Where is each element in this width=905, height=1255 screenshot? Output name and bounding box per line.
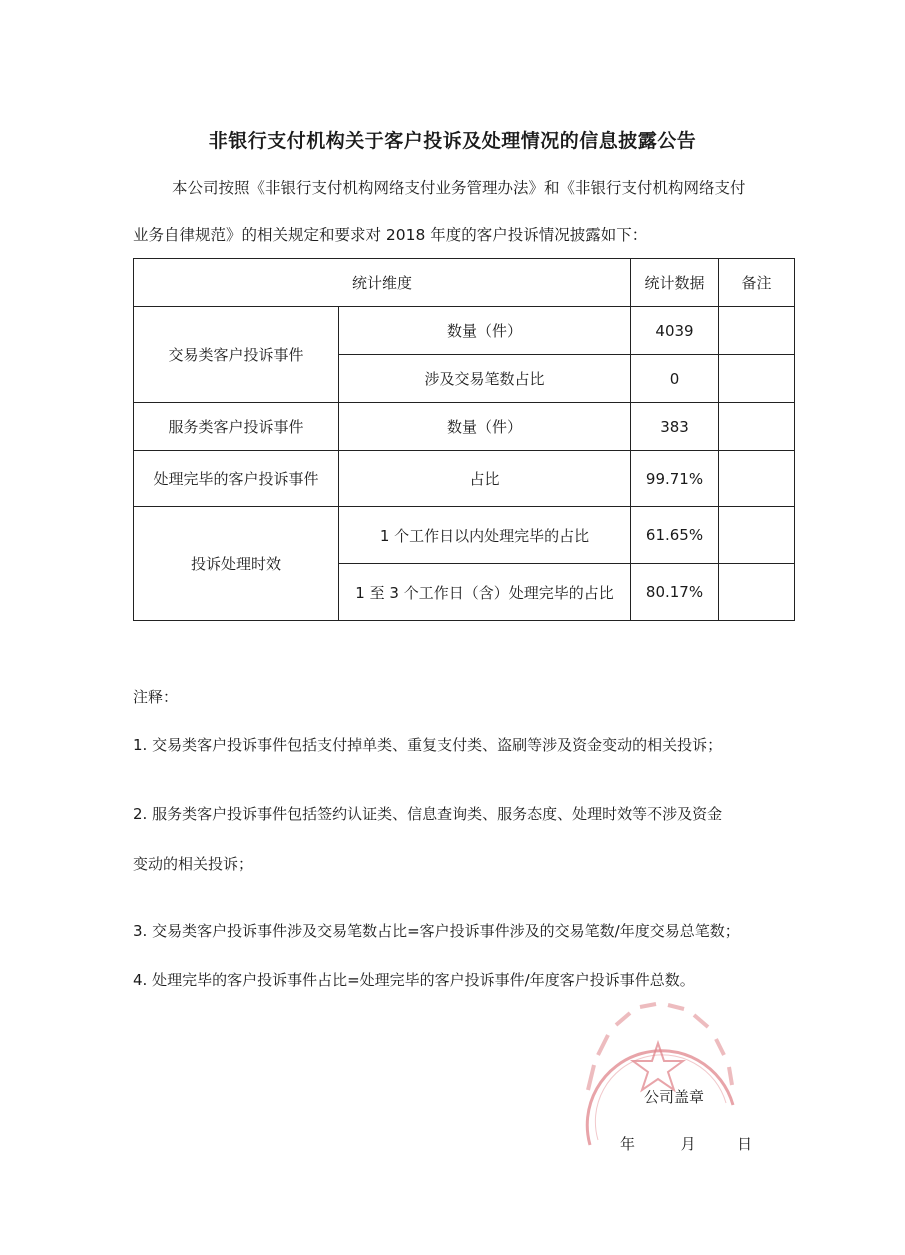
table-row xyxy=(134,451,795,507)
service-value: 383 xyxy=(631,403,719,451)
date-line xyxy=(620,1133,752,1154)
remark-cell xyxy=(719,451,795,507)
timeliness-item-1: 1 个工作日以内处理完毕的占比 xyxy=(339,507,631,564)
intro-line-2: 业务自律规范》的相关规定和要求对 2018 年度的客户投诉情况披露如下： xyxy=(133,226,648,244)
trade-item-1: 数量（件） xyxy=(339,307,631,355)
month-label: 月 xyxy=(680,1135,696,1153)
remark-cell xyxy=(719,507,795,564)
note-1: 1. 交易类客户投诉事件包括支付掉单类、重复支付类、盗刷等涉及资金变动的相关投诉； xyxy=(133,736,723,754)
timeliness-value-2: 80.17% xyxy=(631,564,719,621)
intro-line-1: 本公司按照《非银行支付机构网络支付业务管理办法》和《非银行支付机构网络支付 xyxy=(172,179,746,197)
timeliness-item-2: 1 至 3 个工作日（含）处理完毕的占比 xyxy=(339,564,631,621)
header-dimension: 统计维度 xyxy=(134,259,631,307)
handled-category-cell: 处理完毕的客户投诉事件 xyxy=(134,451,339,507)
header-data: 统计数据 xyxy=(631,259,719,307)
company-seal-icon xyxy=(568,995,748,1155)
day-label: 日 xyxy=(737,1135,753,1153)
table-header-row xyxy=(134,259,795,307)
statistics-table xyxy=(133,258,795,621)
page-title: 非银行支付机构关于客户投诉及处理情况的信息披露公告 xyxy=(208,130,697,152)
note-4: 4. 处理完毕的客户投诉事件占比=处理完毕的客户投诉事件/年度客户投诉事件总数。 xyxy=(133,971,695,989)
handled-item: 占比 xyxy=(339,451,631,507)
timeliness-value-1: 61.65% xyxy=(631,507,719,564)
year-label: 年 xyxy=(620,1135,636,1153)
service-category-cell: 服务类客户投诉事件 xyxy=(134,403,339,451)
remark-cell xyxy=(719,355,795,403)
remark-cell xyxy=(719,403,795,451)
trade-value-2: 0 xyxy=(631,355,719,403)
remark-cell xyxy=(719,307,795,355)
trade-category-cell: 交易类客户投诉事件 xyxy=(134,307,339,403)
table-row xyxy=(134,507,795,564)
notes-heading: 注释： xyxy=(133,688,179,706)
note-2-line-2: 变动的相关投诉； xyxy=(133,855,254,873)
note-2-line-1: 2. 服务类客户投诉事件包括签约认证类、信息查询类、服务态度、处理时效等不涉及资金 xyxy=(133,805,723,823)
remark-cell xyxy=(719,564,795,621)
header-remark: 备注 xyxy=(719,259,795,307)
table-row xyxy=(134,403,795,451)
trade-value-1: 4039 xyxy=(631,307,719,355)
service-item: 数量（件） xyxy=(339,403,631,451)
handled-value: 99.71% xyxy=(631,451,719,507)
note-3: 3. 交易类客户投诉事件涉及交易笔数占比=客户投诉事件涉及的交易笔数/年度交易总笔数； xyxy=(133,922,740,940)
stamp-label: 公司盖章 xyxy=(644,1088,705,1106)
trade-item-2: 涉及交易笔数占比 xyxy=(339,355,631,403)
timeliness-category-cell: 投诉处理时效 xyxy=(134,507,339,621)
table-row xyxy=(134,307,795,355)
